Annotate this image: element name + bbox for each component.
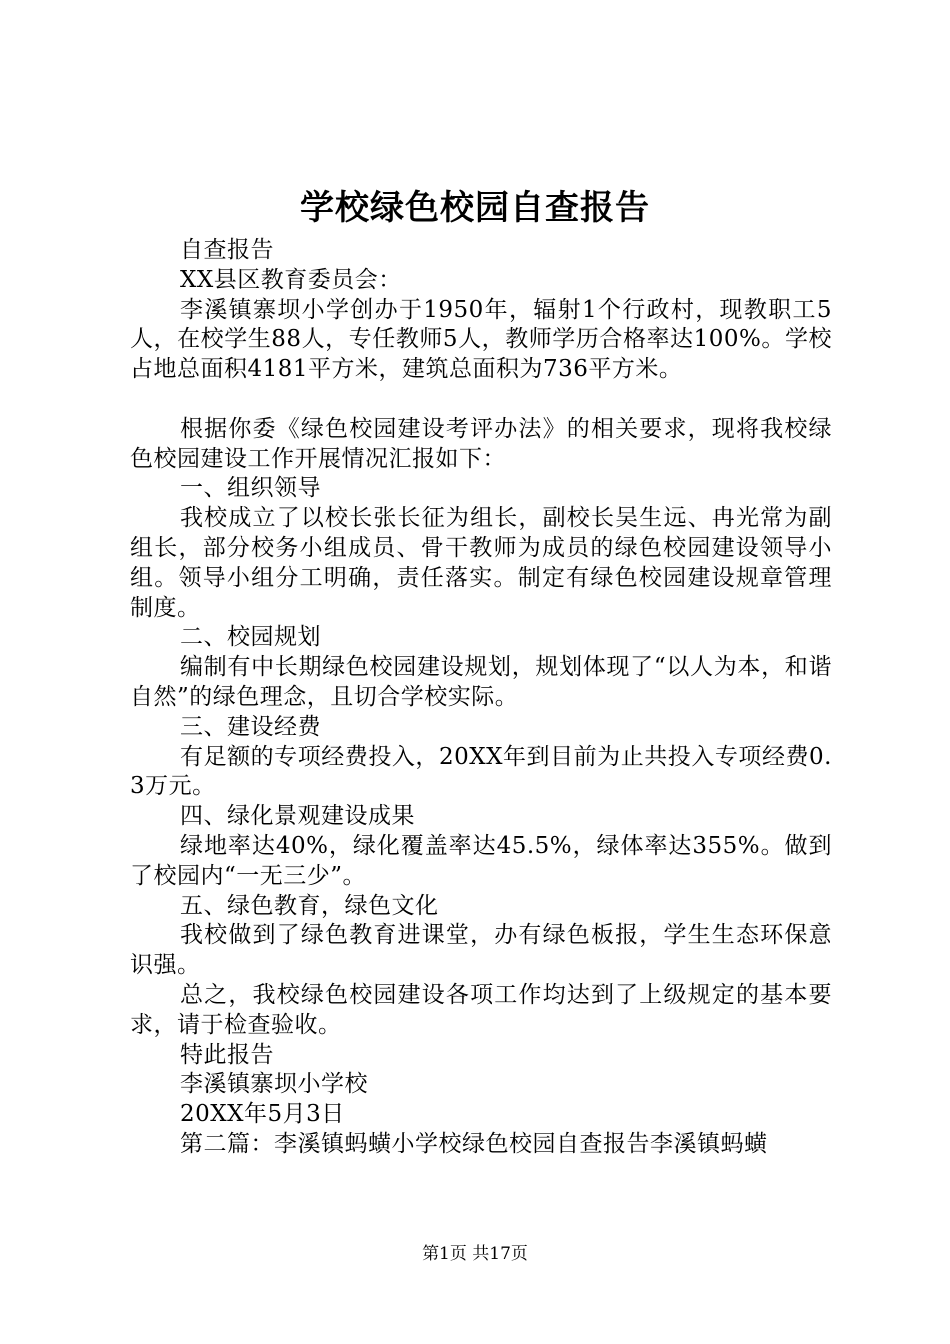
paragraph: 总之，我校绿色校园建设各项工作均达到了上级规定的基本要求，请于检查验收。 xyxy=(130,981,832,1038)
paragraph: 编制有中长期绿色校园建设规划，规划体现了“以人为本，和谐自然”的绿色理念，且切合学校实际。 xyxy=(130,654,832,710)
section-heading: 四、绿化景观建设成果 xyxy=(180,803,415,830)
paragraph: 我校做到了绿色教育进课堂，办有绿色板报，学生生态环保意识强。 xyxy=(130,922,832,979)
blank-line xyxy=(130,385,832,415)
paragraph: 自查报告 xyxy=(180,237,274,263)
paragraph: 根据你委《绿色校园建设考评办法》的相关要求，现将我校绿色校园建设工作开展情况汇报如下： xyxy=(130,415,832,472)
paragraph: 第二篇：李溪镇蚂蟥小学校绿色校园自查报告李溪镇蚂蟥 xyxy=(180,1130,768,1157)
paragraph: 李溪镇寨坝小学创办于1950年，辐射1个行政村，现教职工5人，在校学生88人，专任教师5人，教师学历合格率达100%。学校占地总面积4181平方米，建筑总面积为736平方米。 xyxy=(130,296,832,383)
paragraph: 绿地率达40%，绿化覆盖率达45.5%，绿体率达355%。做到了校园内“一无三少”。 xyxy=(130,832,832,889)
document-body xyxy=(130,236,832,1160)
section-heading: 一、组织领导 xyxy=(180,475,321,502)
section-heading: 二、校园规划 xyxy=(180,624,321,651)
signature-date: 20XX年5月3日 xyxy=(180,1101,345,1128)
section-heading: 五、绿色教育，绿色文化 xyxy=(180,892,439,919)
section-heading: 三、建设经费 xyxy=(180,713,321,740)
paragraph: XX县区教育委员会： xyxy=(180,266,402,293)
document-title: 学校绿色校园自查报告 xyxy=(300,188,650,228)
signature-school: 李溪镇寨坝小学校 xyxy=(180,1071,368,1098)
paragraph: 有足额的专项经费投入，20XX年到目前为止共投入专项经费0.3万元。 xyxy=(130,743,832,800)
paragraph: 我校成立了以校长张长征为组长，副校长吴生远、冉光常为副组长，部分校务小组成员、骨干教师为成员的绿色校园建设领导小组。领导小组分工明确，责任落实。制定有绿色校园建设规章管理制度。 xyxy=(130,505,832,621)
page-number: 第1页 共17页 xyxy=(422,1244,528,1264)
closing-line: 特此报告 xyxy=(180,1041,274,1068)
